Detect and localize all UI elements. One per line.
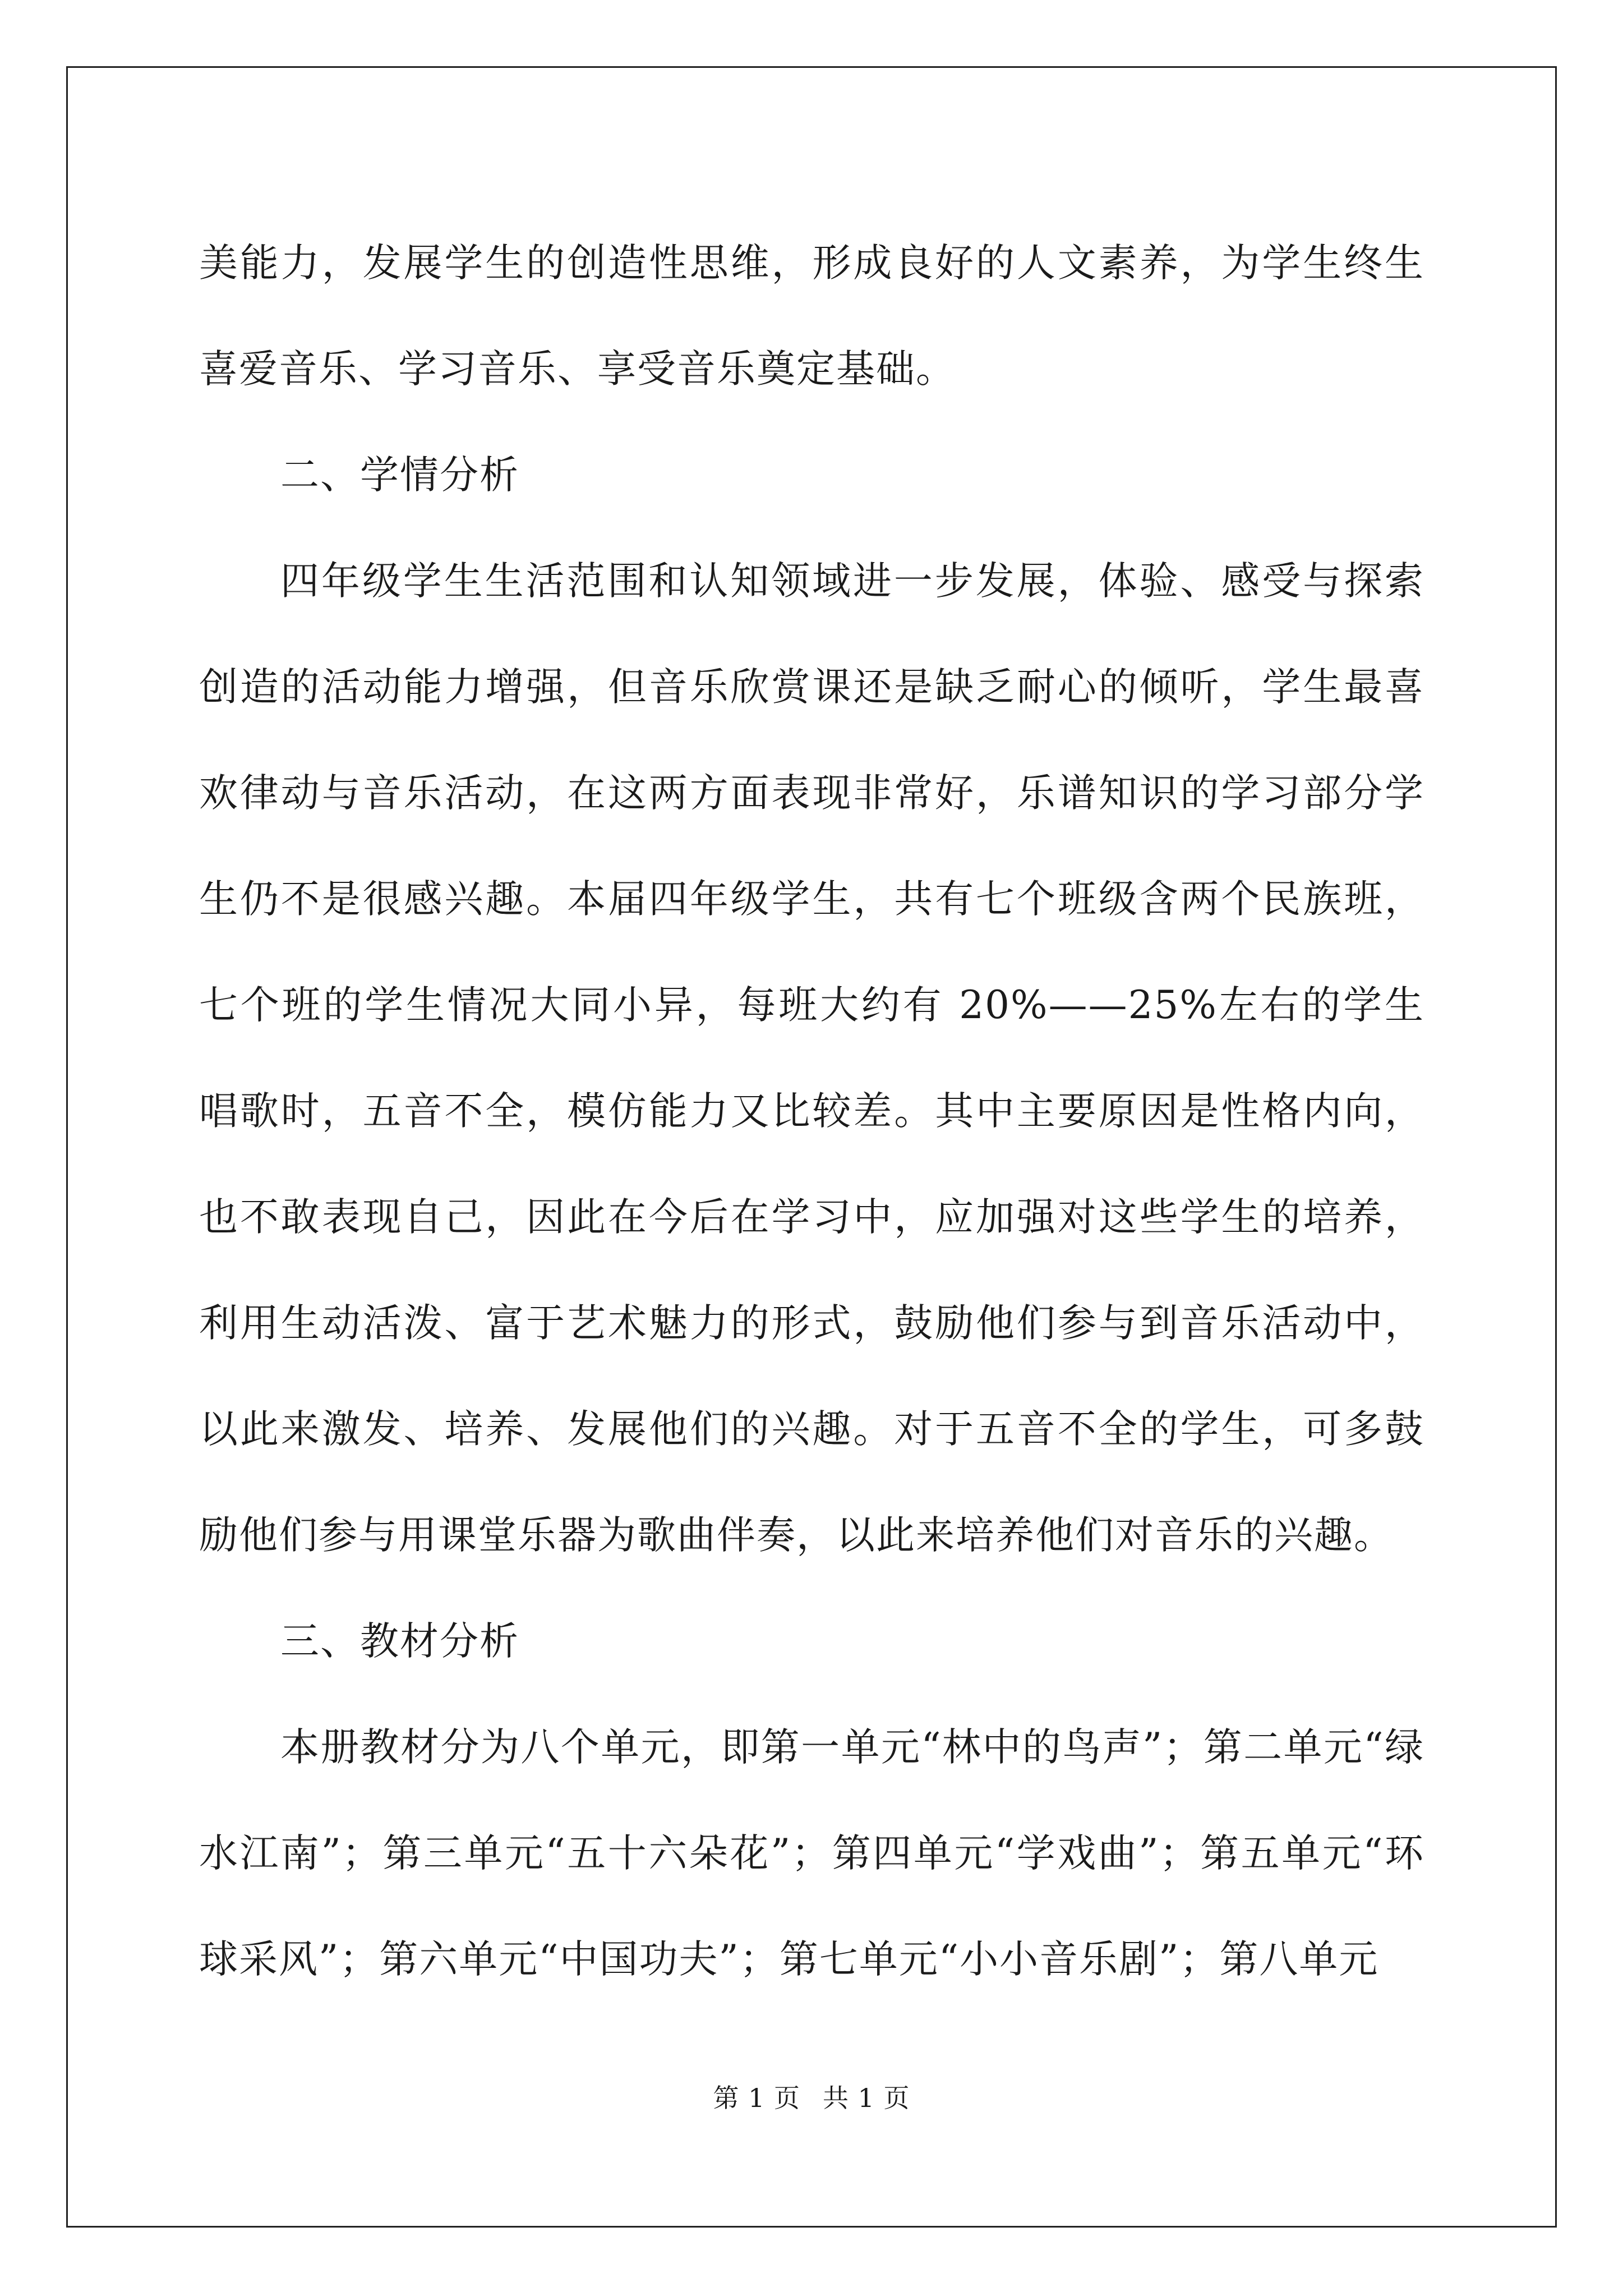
page-number: 第 1 页 [713,2083,800,2113]
section-heading-learning-analysis: 二、学情分析 [280,453,519,498]
paragraph-learning-analysis: 四年级学生生活范围和认知领域进一步发展，体验、感受与探索创造的活动能力增强，但音乐欣赏课还是缺乏耐心的倾听，学生最喜欢律动与音乐活动，在这两方面表现非常好，乐谱知识的学习部分学生仍不是很感兴趣。本届四年级学生，共有七个班级含两个民族班，七个班的学生情况大同小异，每班大约有 20%——25%左右的学生唱歌时，五音不全，模仿能力又比较差。其中主要原因是性格内向，也不敢表现自己，因此在今后在学习中，应加强对这些学生的培养，利用生动活泼、富于艺术魅力的形式，鼓励他们参与到音乐活动中，以此来激发、培养、发展他们的兴趣。对于五音不全的学生，可多鼓励他们参与用课堂乐器为歌曲伴奏，以此来培养他们对音乐的兴趣。 [199,559,1424,1558]
document-body [199,210,1424,2013]
paragraph-textbook-analysis: 本册教材分为八个单元，即第一单元“林中的鸟声”；第二单元“绿水江南”；第三单元“五十六朵花”；第四单元“学戏曲”；第五单元“环球采风”；第六单元“中国功夫”；第七单元“小小音乐剧”；第八单元 [199,1725,1424,1982]
page-footer [0,2081,1623,2115]
section-heading-textbook-analysis: 三、教材分析 [280,1619,519,1664]
paragraph-intro-continuation: 美能力，发展学生的创造性思维，形成良好的人文素养，为学生终生喜爱音乐、学习音乐、享受音乐奠定基础。 [199,241,1424,392]
page-total: 共 1 页 [823,2083,910,2113]
